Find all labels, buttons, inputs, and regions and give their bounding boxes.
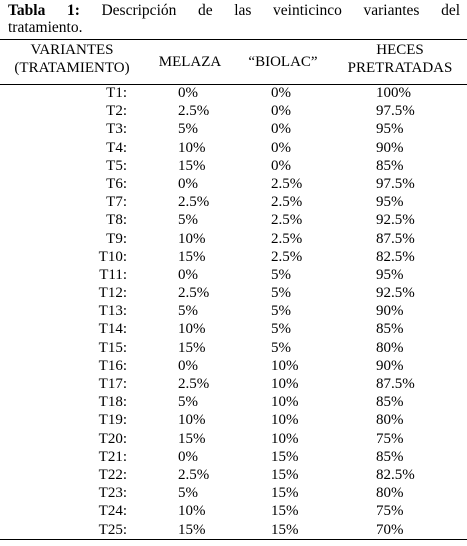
cell-biolac: 15% <box>271 466 299 483</box>
cell-biolac: 10% <box>271 412 299 429</box>
table-row <box>0 302 467 320</box>
cell-melaza: 10% <box>178 412 206 429</box>
cell-variante: T7: <box>106 194 127 211</box>
cell-biolac: 15% <box>271 503 299 520</box>
cell-heces: 90% <box>376 139 404 156</box>
cell-heces: 90% <box>376 303 404 320</box>
cell-biolac: 5% <box>271 303 291 320</box>
cell-heces: 85% <box>376 448 404 465</box>
cell-biolac: 5% <box>271 266 291 283</box>
header-variantes-line2: (TRATAMIENTO) <box>14 60 130 76</box>
cell-biolac: 0% <box>271 139 291 156</box>
cell-variante: T21: <box>98 448 127 465</box>
cell-heces: 97.5% <box>376 103 415 120</box>
cell-biolac: 0% <box>271 157 291 174</box>
table-row <box>0 484 467 502</box>
cell-biolac: 15% <box>271 521 299 538</box>
cell-biolac: 0% <box>271 121 291 138</box>
cell-variante: T16: <box>98 357 127 374</box>
cell-melaza: 15% <box>178 248 206 265</box>
table-bottom-rule <box>0 539 467 540</box>
cell-melaza: 5% <box>178 212 198 229</box>
cell-variante: T23: <box>98 485 127 502</box>
cell-variante: T18: <box>98 394 127 411</box>
cell-biolac: 15% <box>271 448 299 465</box>
cell-melaza: 10% <box>178 321 206 338</box>
table-row <box>0 120 467 138</box>
cell-biolac: 2.5% <box>271 248 303 265</box>
cell-melaza: 0% <box>178 357 198 374</box>
table-row <box>0 320 467 338</box>
cell-melaza: 2.5% <box>178 376 210 392</box>
header-heces-line1: HECES <box>376 42 424 58</box>
cell-heces: 95% <box>376 121 404 138</box>
table-row <box>0 502 467 520</box>
cell-heces: 92.5% <box>376 285 415 302</box>
cell-biolac: 10% <box>271 430 299 447</box>
table-caption <box>8 2 460 19</box>
cell-melaza: 0% <box>178 266 198 283</box>
cell-variante: T14: <box>98 321 127 338</box>
cell-melaza: 5% <box>178 121 198 138</box>
cell-melaza: 10% <box>178 503 206 520</box>
table-row <box>0 284 467 302</box>
cell-heces: 95% <box>376 194 404 211</box>
cell-melaza: 2.5% <box>178 466 210 483</box>
table-row <box>0 521 467 539</box>
cell-biolac: 0% <box>271 85 291 101</box>
table-row <box>0 193 467 211</box>
cell-biolac: 15% <box>271 485 299 502</box>
cell-heces: 80% <box>376 412 404 429</box>
cell-heces: 87.5% <box>376 230 415 247</box>
table-row <box>0 466 467 484</box>
cell-heces: 82.5% <box>376 248 415 265</box>
table-top-rule <box>0 39 467 40</box>
table-row <box>0 230 467 248</box>
cell-heces: 100% <box>376 85 411 101</box>
cell-variante: T6: <box>106 175 127 192</box>
cell-variante: T8: <box>106 212 127 229</box>
cell-variante: T9: <box>106 230 127 247</box>
caption-text-continued: tratamiento. <box>8 19 83 36</box>
cell-variante: T13: <box>98 303 127 320</box>
cell-melaza: 15% <box>178 430 206 447</box>
cell-biolac: 2.5% <box>271 212 303 229</box>
header-variantes <box>2 43 142 79</box>
cell-heces: 75% <box>376 503 404 520</box>
cell-variante: T11: <box>99 266 127 283</box>
table-row <box>0 430 467 448</box>
cell-melaza: 15% <box>178 521 206 538</box>
cell-biolac: 2.5% <box>271 230 303 247</box>
cell-melaza: 2.5% <box>178 285 210 302</box>
header-melaza: MELAZA <box>158 54 222 70</box>
table-row <box>0 175 467 193</box>
cell-variante: T22: <box>98 466 127 483</box>
cell-biolac: 5% <box>271 321 291 338</box>
cell-heces: 97.5% <box>376 175 415 192</box>
caption-label: Tabla 1: <box>8 2 80 19</box>
cell-melaza: 2.5% <box>178 194 210 211</box>
cell-heces: 92.5% <box>376 212 415 229</box>
header-heces <box>345 43 455 79</box>
header-biolac: “BIOLAC” <box>248 54 318 70</box>
cell-variante: T25: <box>98 521 127 538</box>
cell-heces: 87.5% <box>376 376 415 392</box>
table-row <box>0 357 467 375</box>
cell-variante: T10: <box>98 248 127 265</box>
cell-variante: T20: <box>98 430 127 447</box>
cell-melaza: 0% <box>178 448 198 465</box>
cell-variante: T3: <box>106 121 127 138</box>
cell-heces: 75% <box>376 430 404 447</box>
cell-heces: 85% <box>376 157 404 174</box>
table-row <box>0 84 467 102</box>
cell-melaza: 5% <box>178 485 198 502</box>
cell-melaza: 2.5% <box>178 103 210 120</box>
cell-heces: 85% <box>376 321 404 338</box>
cell-variante: T1: <box>106 85 127 101</box>
table-row <box>0 266 467 284</box>
cell-melaza: 10% <box>178 230 206 247</box>
cell-melaza: 15% <box>178 339 206 356</box>
cell-biolac: 2.5% <box>271 175 303 192</box>
cell-heces: 70% <box>376 521 404 538</box>
cell-biolac: 10% <box>271 394 299 411</box>
table-row <box>0 248 467 266</box>
cell-heces: 82.5% <box>376 466 415 483</box>
cell-variante: T4: <box>106 139 127 156</box>
header-heces-line2: PRETRATADAS <box>347 60 453 76</box>
cell-melaza: 0% <box>178 175 198 192</box>
cell-biolac: 10% <box>271 357 299 374</box>
cell-biolac: 5% <box>271 285 291 302</box>
table-row <box>0 139 467 157</box>
table-row <box>0 411 467 429</box>
cell-heces: 90% <box>376 357 404 374</box>
table-row <box>0 339 467 357</box>
table-row <box>0 375 467 393</box>
cell-biolac: 5% <box>271 339 291 356</box>
table-body <box>0 84 467 539</box>
cell-variante: T12: <box>98 285 127 302</box>
cell-variante: T19: <box>98 412 127 429</box>
cell-melaza: 0% <box>178 85 198 101</box>
cell-heces: 85% <box>376 394 404 411</box>
cell-variante: T2: <box>106 103 127 120</box>
table-row <box>0 448 467 466</box>
cell-melaza: 5% <box>178 394 198 411</box>
cell-melaza: 5% <box>178 303 198 320</box>
table-row <box>0 393 467 411</box>
table-row <box>0 102 467 120</box>
table-row <box>0 211 467 229</box>
cell-melaza: 15% <box>178 157 206 174</box>
cell-biolac: 0% <box>271 103 291 120</box>
cell-variante: T24: <box>98 503 127 520</box>
cell-biolac: 10% <box>271 376 299 392</box>
caption-text: Descripción de las veinticinco variantes del <box>101 2 461 19</box>
header-variantes-line1: VARIANTES <box>30 42 114 58</box>
cell-variante: T15: <box>98 339 127 356</box>
cell-variante: T5: <box>106 157 127 174</box>
cell-heces: 95% <box>376 266 404 283</box>
cell-biolac: 2.5% <box>271 194 303 211</box>
cell-heces: 80% <box>376 485 404 502</box>
cell-variante: T17: <box>98 376 127 392</box>
cell-heces: 80% <box>376 339 404 356</box>
table-row <box>0 157 467 175</box>
cell-melaza: 10% <box>178 139 206 156</box>
